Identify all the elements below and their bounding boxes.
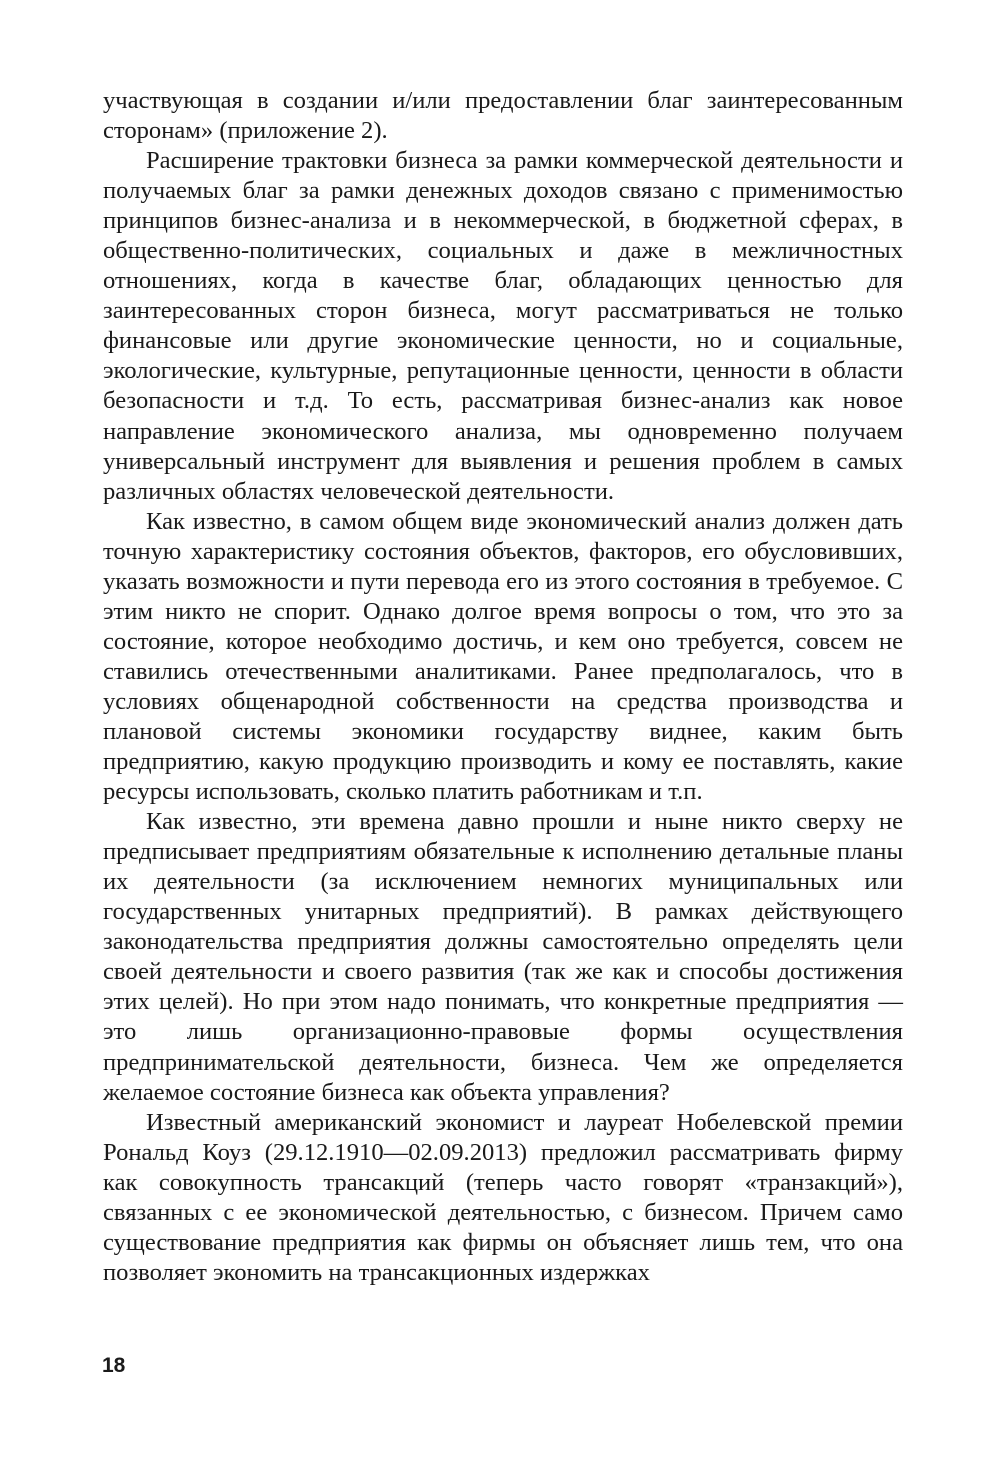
paragraph-continued: участвующая в создании и/или предоставлении благ заинтересованным сторонам» (приложение 2). [103, 87, 903, 145]
paragraph-enterprise-goals: Как известно, эти времена давно прошли и ныне никто сверху не предписывает предприятиям обязательные к исполнению детальные планы их деятельности (за исключением немногих муниципальных или государственных унитарных предприятий). В рамках действующего законодательства предприятия должны самостоятельно определять цели своей деятельности и своего развития (так же как и способы достижения этих целей). Но при этом надо понимать, что конкретные предприятия — это лишь организационно-правовые формы осуществления предпринимательской деятельности, бизнеса. Чем же определяется желаемое состояние бизнеса как объекта управления? [103, 808, 903, 1106]
paragraph-economic-analysis: Как известно, в самом общем виде экономический анализ должен дать точную характеристику состояния объектов, факторов, его обусловивших, указать возможности и пути перевода его из этого состояния в требуемое. С этим никто не спорит. Однако долгое время вопросы о том, что это за состояние, которое необходимо достичь, и кем оно требуется, совсем не ставились отечественными аналитиками. Ранее предполагалось, что в условиях общенародной собственности на средства производства и плановой системы экономики государству виднее, каким быть предприятию, какую продукцию производить и кому ее поставлять, какие ресурсы использовать, сколько платить работникам и т.п. [103, 507, 903, 806]
paragraph-business-scope: Расширение трактовки бизнеса за рамки коммерческой деятельности и получаемых благ за рамки денежных доходов связано с применимостью принципов бизнес-анализа и в некоммерческой, в бюджетной сферах, в общественно-политических, социальных и даже в межличностных отношениях, когда в качестве благ, обладающих ценностью для заинтересованных сторон бизнеса, могут рассматриваться не только финансовые или другие экономические ценности, но и социальные, экологические, культурные, репутационные ценности, ценности в области безопасности и т.д. То есть, рассматривая бизнес-анализ как новое направление экономического анализа, мы одновременно получаем универсальный инструмент для выявления и решения проблем в самых различных областях человеческой деятельности. [103, 147, 903, 505]
page-number: 18 [102, 1354, 126, 1377]
paragraph-coase: Известный американский экономист и лауреат Нобелевской премии Рональд Коуз (29.12.1910—02.09.2013) предложил рассматривать фирму как совокупность трансакций (теперь часто говорят «транзакций»), связанных с ее экономической деятельностью, с бизнесом. Причем само существование предприятия как фирмы он объясняет лишь тем, что она позволяет экономить на трансакционных издержках [103, 1108, 903, 1286]
page-body [103, 86, 903, 1288]
